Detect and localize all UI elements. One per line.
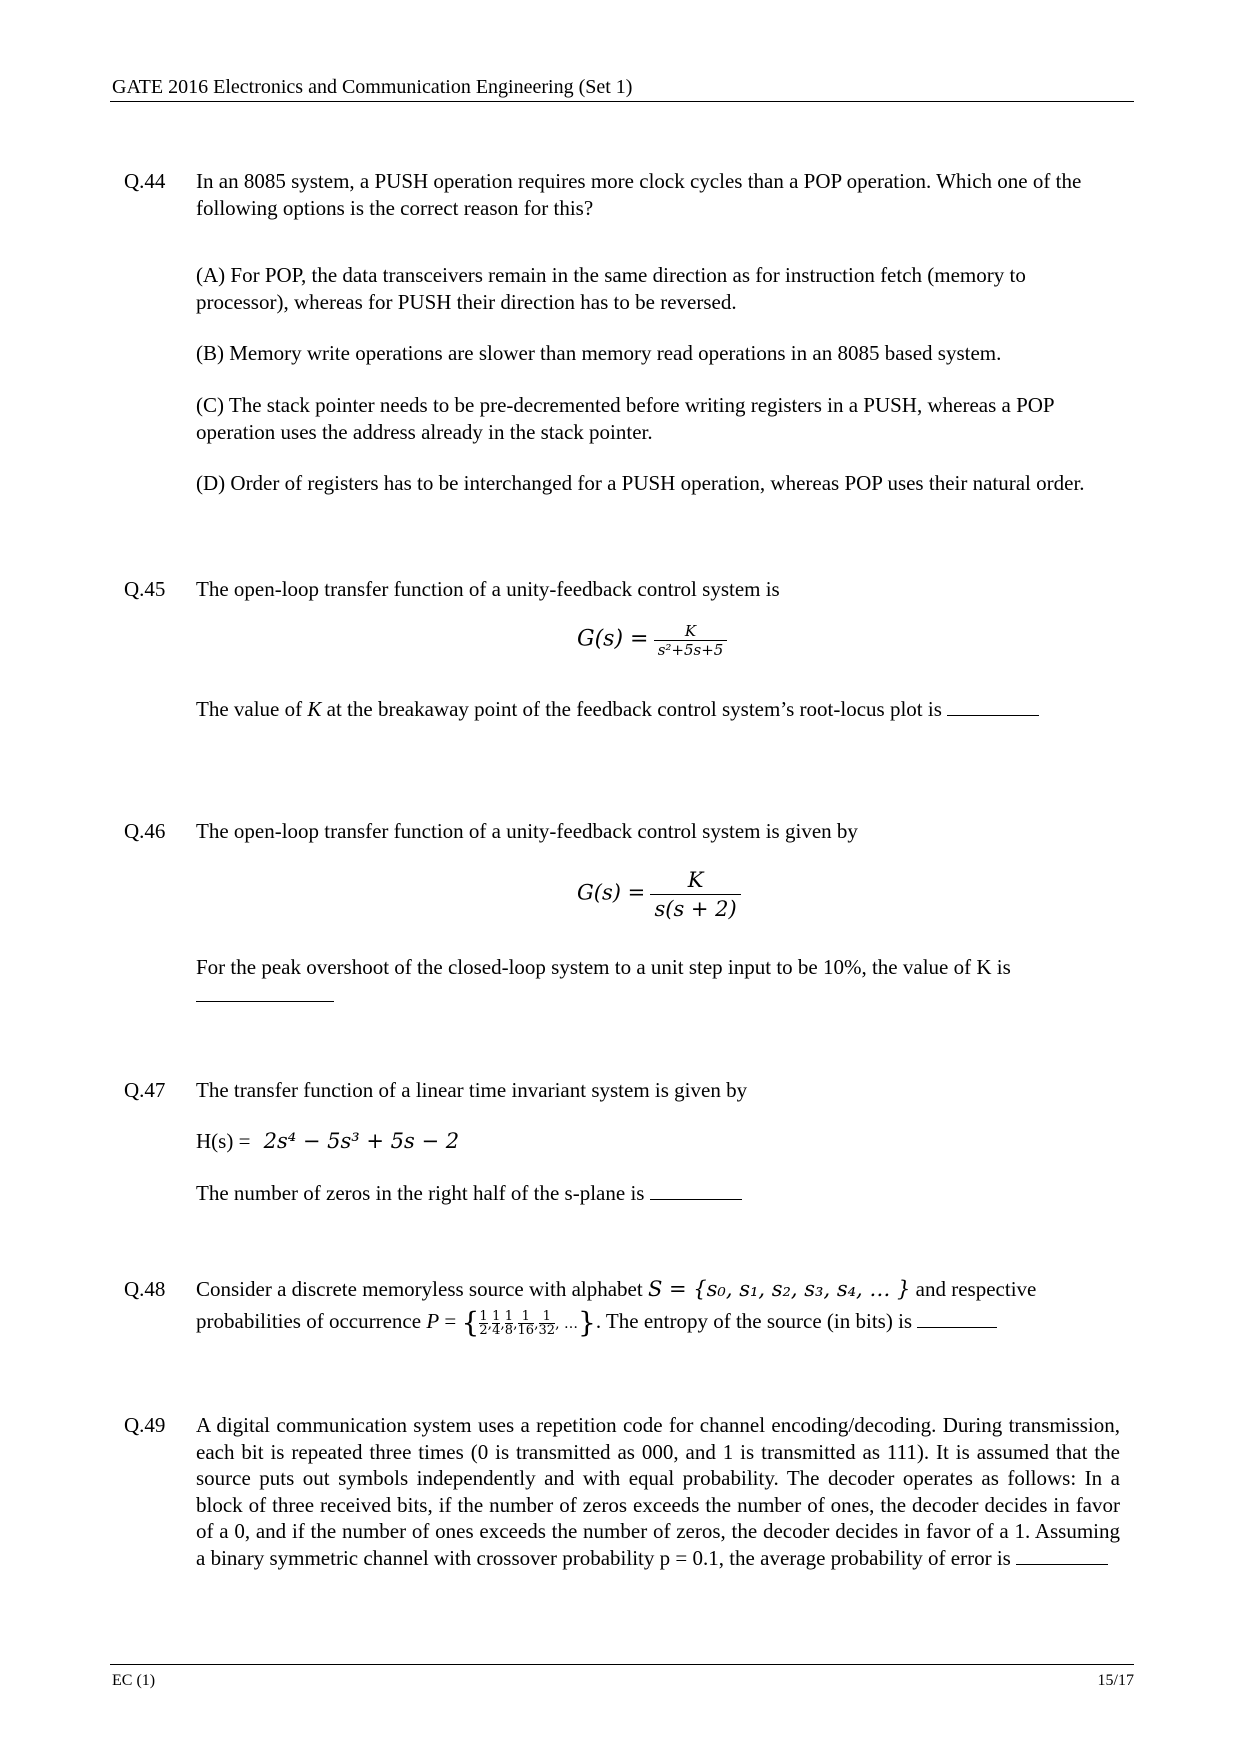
question-text: The number of zeros in the right half of the s-plane is — [196, 1180, 1120, 1207]
page-header-title: GATE 2016 Electronics and Communication Engineering (Set 1) — [112, 76, 633, 98]
answer-blank — [917, 1327, 997, 1328]
answer-blank — [947, 715, 1039, 716]
question-text-line-1: Consider a discrete memoryless source with alphabet S = {s₀, s₁, s₂, s₃, s₄, … } and respective — [196, 1277, 1037, 1301]
fraction-denominator: s(s + 2) — [650, 894, 740, 923]
option-a: (A) For POP, the data transceivers remain in the same direction as for instruction fetch (memory to processor), whereas for PUSH their direction has to be reversed. — [196, 263, 1026, 314]
question-stem: The open-loop transfer function of a unity-feedback control system is — [196, 577, 780, 601]
probability-fraction: $\frac{1}{8}$ — [504, 1308, 514, 1338]
header-divider — [110, 101, 1134, 102]
question-number: Q.44 — [124, 169, 166, 193]
question-stem: The transfer function of a linear time invariant system is given by — [196, 1078, 748, 1102]
fraction — [650, 866, 740, 923]
question-number: Q.47 — [124, 1078, 166, 1102]
probability-fraction: $\frac{1}{32}$ — [538, 1308, 556, 1338]
question-text: The value of K at the breakaway point of the feedback control system’s root-locus plot is — [196, 696, 1120, 723]
question-text-line-2: probabilities of occurrence P = { $\frac{1}{2}$ , $\frac{1}{4}$ , $\frac{1}{8}$ , $\frac{1}{16}$ , $\frac{1}{32}$ , …}. The entropy of the source (in bits) is — [196, 1304, 1120, 1341]
probability-fraction: $\frac{1}{2}$ — [479, 1308, 488, 1338]
question-number: Q.46 — [124, 819, 166, 843]
option-d: (D) Order of registers has to be interchanged for a PUSH operation, whereas POP uses their natural order. — [196, 471, 1085, 495]
question-stem: In an 8085 system, a PUSH operation requires more clock cycles than a POP operation. Which one of the following options is the correct reason for this? — [196, 169, 1082, 220]
fraction — [654, 622, 728, 659]
transfer-function-h: H(s) = 2s⁴ − 5s³ + 5s − 2 — [196, 1129, 460, 1153]
footer-paper-code: EC (1) — [112, 1672, 156, 1689]
fraction-numerator: K — [684, 622, 697, 640]
equation-q46 — [577, 866, 741, 923]
variable-k: K — [307, 697, 322, 721]
equation-lhs: G(s) = — [577, 880, 646, 905]
answer-blank — [196, 981, 334, 1002]
question-text: A digital communication system uses a repetition code for channel encoding/decoding. During transmission, each bit is repeated three times (0 is transmitted as 000, and 1 is transmitted as 111). It is assumed that the source puts out symbols independently and with equal probability. The decoder operates as follows: In a block of three received bits, if the number of zeros exceeds the number of ones, the decoder decides in favor of a 0, and if the number of ones exceeds the number of zeros, the decoder decides in favor of a 1. Assuming a binary symmetric channel with crossover probability p = 0.1, the average probability of error is — [196, 1413, 1120, 1570]
equation-lhs: G(s) = — [577, 626, 649, 652]
answer-blank — [1016, 1564, 1108, 1565]
question-text: For the peak overshoot of the closed-loop system to a unit step input to be 10%, the value of K is — [196, 954, 1120, 1008]
alphabet-set: S = {s₀, s₁, s₂, s₃, s₄, … } — [647, 1277, 911, 1301]
question-number: Q.49 — [124, 1413, 166, 1437]
option-b: (B) Memory write operations are slower than memory read operations in an 8085 based system. — [196, 341, 1002, 365]
page-number: 15/17 — [1097, 1672, 1134, 1689]
question-number: Q.45 — [124, 577, 166, 601]
probability-fraction: $\frac{1}{4}$ — [492, 1308, 501, 1338]
probability-fraction: $\frac{1}{16}$ — [517, 1308, 535, 1338]
answer-blank — [650, 1199, 742, 1200]
question-stem: The open-loop transfer function of a unity-feedback control system is given by — [196, 819, 858, 843]
footer-divider — [110, 1664, 1134, 1665]
fraction-numerator: K — [687, 868, 704, 892]
equation-q45 — [577, 622, 727, 659]
option-c: (C) The stack pointer needs to be pre-decremented before writing registers in a PUSH, whereas a POP operation uses the address already in the stack pointer. — [196, 393, 1054, 444]
question-number: Q.48 — [124, 1277, 166, 1301]
polynomial-expression: 2s⁴ − 5s³ + 5s − 2 — [263, 1129, 460, 1153]
fraction-denominator: s²+5s+5 — [654, 640, 728, 659]
